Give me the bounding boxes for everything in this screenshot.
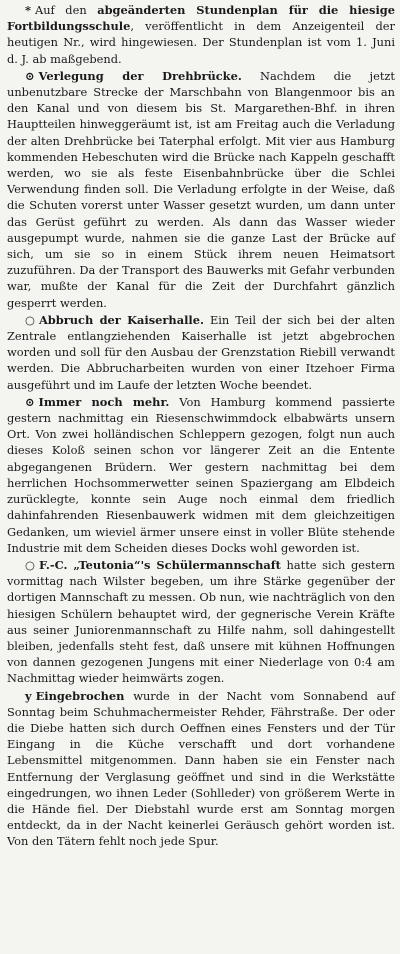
article-headline: Immer noch mehr.: [38, 394, 170, 409]
article-marker: ⊙: [25, 394, 35, 409]
article-marker: ○: [25, 557, 35, 572]
article-teutonia: [7, 557, 395, 687]
article-headline: Eingebrochen: [35, 688, 125, 703]
article-eingebrochen: [7, 688, 395, 850]
article-text: Auf den: [34, 3, 98, 17]
article-headline: Verlegung der Drehbrücke.: [38, 68, 242, 83]
article-headline: abgeänderten Stundenplan für die hiesige Fortbildungsschule: [7, 3, 395, 34]
article-headline: F.-C. „Teutonia“'s Schülermannschaft: [38, 557, 281, 572]
article-text: , veröffentlicht in dem Anzeigenteil der heutigen Nr., wird hingewiesen. Der Stundenplan ist vom 1. Juni d. J. ab maßgebend.: [7, 19, 395, 66]
article-marker: ⊙: [25, 68, 35, 83]
article-marker: *: [25, 3, 31, 17]
article-text: Ein Teil der sich bei der alten Zentrale entlangziehenden Kaiserhalle ist jetzt abgebrochen worden und soll für den Ausbau der Grenzstation Riebill verwandt werden. Die Abbrucharbeiten wurden von einer Itzehoer Firma ausgeführt und im Laufe der letzten Woche beendet.: [7, 312, 395, 392]
article-marker: y: [25, 688, 32, 703]
article-kaiserhalle: [7, 312, 395, 393]
article-text: hatte sich gestern vormittag nach Wilster begeben, um ihre Stärke gegenüber der dortigen Mannschaft zu messen. Ob nun, wie nachträglich von den hiesigen Schülern behauptet wird, der gegnerische Verein Kräfte aus seiner Juniorenmannschaft zu Hilfe nahm, soll dahingestellt bleiben, jedenfalls steht fest, daß unsere mit kühnen Hoffnungen von dannen gezogenen Jungens mit einer Niederlage von 0:4 am Nachmittag wieder heimwärts zogen.: [7, 557, 395, 686]
article-drehbruecke: [7, 68, 395, 311]
article-immer-noch-mehr: [7, 394, 395, 556]
article-text: wurde in der Nacht vom Sonnabend auf Sonntag beim Schuhmachermeister Rehder, Fährstraße. Der oder die Diebe hatten sich durch Oeffnen eines Fensters und der Tür Eingang in die Küche verschafft und dort vorhandene Lebensmittel mitgenommen. Dann haben sie ein Fenster nach Entfernung der Verglasung geöffnet und sind in die Werkstätte eingedrungen, wo ihnen Leder (Sohlleder) von größerem Werte in die Hände fiel. Der Diebstahl wurde erst am Sonntag morgen entdeckt, da in der Nacht keinerlei Geräusch gehört worden ist. Von den Tätern fehlt noch jede Spur.: [7, 688, 395, 849]
article-text: Von Hamburg kommend passierte gestern nachmittag ein Riesenschwimmdock elbabwärts unsern Ort. Von zwei holländischen Schleppern gezogen, folgt nun auch dieses Koloß seinen schon vor längerer Zeit an die Entente abgegangenen Brüdern. Wer gestern nachmittag bei dem herrlichen Hochsommerwetter seinen Spaziergang am Elbdeich zurücklegte, konnte sein Auge noch einmal dem friedlich dahinfahrenden Riesenbauwerk widmen mit dem gleichzeitigen Gedanken, um wieviel ärmer unsere einst in voller Blüte stehende Industrie mit dem Scheiden dieses Docks wohl geworden ist.: [7, 394, 395, 555]
article-stundenplan: [7, 2, 395, 67]
article-marker: ○: [25, 312, 35, 327]
article-headline: Abbruch der Kaiserhalle.: [38, 312, 204, 327]
article-text: Nachdem die jetzt unbenutzbare Strecke der Marschbahn von Blangenmoor bis an den Kanal und von diesem bis St. Margarethen-Bhf. in ihren Hauptteilen hinweggeräumt ist, ist am Freitag auch die Verladung der alten Drehbrücke bei Taterphal erfolgt. Mit vier aus Hamburg kommenden Hebeschuten wird die Brücke nach Kappeln geschafft werden, wo sie als feste Eisenbahnbrücke über die Schlei Verwendung finden soll. Die Verladung erfolgte in der Weise, daß die Schuten vorerst unter Wasser gesetzt wurden, um dann unter das Gerüst geführt zu werden. Als dann das Wasser wieder ausgepumpt wurde, nahmen sie die ganze Last der Brücke auf sich, um sie so in einem Stück ihrem neuen Heimatsort zuzuführen. Da der Transport des Bauwerks mit Gefahr verbunden war, mußte der Kanal für die Zeit der Durchfahrt gänzlich gesperrt werden.: [7, 68, 395, 310]
